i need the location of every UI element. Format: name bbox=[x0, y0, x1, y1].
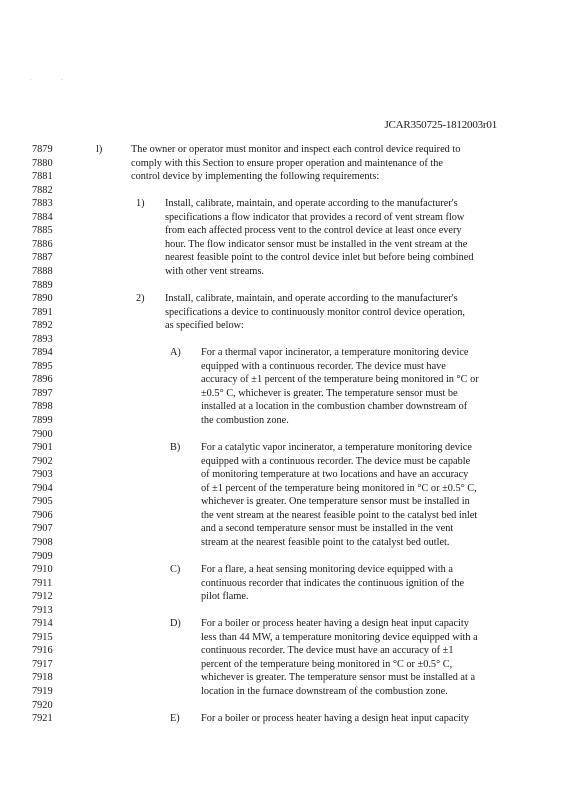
line-number: 7921 bbox=[32, 713, 53, 725]
document-line bbox=[0, 211, 566, 225]
line-text: the combustion zone. bbox=[201, 415, 289, 426]
document-line bbox=[0, 319, 566, 333]
line-text: percent of the temperature being monitored in °C or ±0.5° C, bbox=[201, 658, 453, 670]
line-text: stream at the nearest feasible point to the catalyst bed outlet. bbox=[201, 536, 450, 548]
line-text: specifications a flow indicator that provides a record of vent stream flow bbox=[165, 211, 465, 223]
document-line bbox=[0, 265, 566, 279]
item-label: B) bbox=[170, 442, 181, 454]
line-text: The owner or operator must monitor and inspect each control device required to bbox=[131, 144, 461, 155]
document-line bbox=[0, 157, 566, 171]
line-number: 7884 bbox=[32, 211, 53, 223]
document-line bbox=[0, 197, 566, 211]
line-text: pilot flame. bbox=[201, 591, 249, 603]
line-number: 7902 bbox=[32, 455, 53, 467]
line-number: 7905 bbox=[32, 496, 53, 508]
line-number: 7909 bbox=[32, 550, 53, 562]
line-number: 7889 bbox=[32, 279, 53, 291]
line-number: 7914 bbox=[32, 618, 53, 630]
document-line bbox=[0, 387, 566, 401]
line-number: 7890 bbox=[32, 293, 53, 305]
line-number: 7912 bbox=[32, 591, 53, 603]
item-label: 1) bbox=[136, 198, 145, 210]
document-line bbox=[0, 577, 566, 591]
line-number: 7894 bbox=[32, 347, 53, 359]
line-text: accuracy of ±1 percent of the temperature being monitored in °C or bbox=[201, 374, 479, 386]
line-text: with other vent streams. bbox=[165, 265, 264, 277]
line-text: from each affected process vent to the control device at least once every bbox=[165, 225, 462, 237]
document-line bbox=[0, 441, 566, 455]
line-text: of ±1 percent of the temperature being monitored in °C or ±0.5° C, bbox=[201, 482, 477, 494]
line-text: For a boiler or process heater having a design heat input capacity bbox=[201, 713, 469, 725]
line-number: 7911 bbox=[32, 577, 53, 589]
line-text: hour. The flow indicator sensor must be installed in the vent stream at the bbox=[165, 238, 468, 250]
line-number: 7895 bbox=[32, 360, 53, 372]
document-line bbox=[0, 658, 566, 672]
line-text: comply with this Section to ensure proper operation and maintenance of the bbox=[131, 157, 443, 169]
line-text: continuous recorder that indicates the continuous ignition of the bbox=[201, 577, 465, 589]
document-line bbox=[0, 509, 566, 523]
line-text: as specified below: bbox=[165, 320, 244, 332]
document-line bbox=[0, 292, 566, 306]
line-text: continuous recorder. The device must have an accuracy of ±1 bbox=[201, 645, 454, 657]
document-line bbox=[0, 644, 566, 658]
line-number: 7899 bbox=[32, 415, 53, 426]
line-number: 7903 bbox=[32, 469, 53, 481]
document-line bbox=[0, 699, 566, 713]
line-number: 7891 bbox=[32, 306, 53, 318]
document-line bbox=[0, 170, 566, 184]
line-number: 7906 bbox=[32, 509, 53, 521]
document-line bbox=[0, 346, 566, 360]
document-line bbox=[0, 617, 566, 631]
document-line bbox=[0, 550, 566, 564]
line-number: 7880 bbox=[32, 157, 53, 169]
document-line bbox=[0, 671, 566, 685]
document-id-header: JCAR350725-1812003r01 bbox=[384, 119, 497, 131]
line-number: 7913 bbox=[32, 604, 53, 616]
document-line bbox=[0, 685, 566, 699]
line-number: 7907 bbox=[32, 523, 53, 535]
line-number: 7893 bbox=[32, 333, 53, 345]
line-text: For a flare, a heat sensing monitoring device equipped with a bbox=[201, 564, 453, 576]
line-number: 7904 bbox=[32, 482, 53, 494]
line-text: nearest feasible point to the control device inlet but before being combined bbox=[165, 252, 474, 264]
line-text: For a thermal vapor incinerator, a temperature monitoring device bbox=[201, 347, 469, 359]
line-text: location in the furnace downstream of the combustion zone. bbox=[201, 686, 448, 697]
line-number: 7910 bbox=[32, 564, 53, 576]
document-line bbox=[0, 495, 566, 509]
line-number: 7920 bbox=[32, 699, 53, 711]
line-number: 7882 bbox=[32, 184, 53, 196]
document-line bbox=[0, 563, 566, 577]
line-number: 7887 bbox=[32, 252, 53, 264]
line-number: 7916 bbox=[32, 645, 53, 657]
document-line bbox=[0, 468, 566, 482]
line-number: 7881 bbox=[32, 171, 53, 183]
document-line bbox=[0, 631, 566, 645]
document-line bbox=[0, 360, 566, 374]
line-text: specifications a device to continuously monitor control device operation, bbox=[165, 306, 465, 318]
document-line bbox=[0, 143, 566, 157]
line-number: 7915 bbox=[32, 631, 53, 643]
line-text: Install, calibrate, maintain, and operate according to the manufacturer's bbox=[165, 198, 458, 210]
line-text: and a second temperature sensor must be installed in the vent bbox=[201, 523, 454, 535]
line-number: 7883 bbox=[32, 198, 53, 210]
line-number: 7888 bbox=[32, 265, 53, 277]
document-line bbox=[0, 333, 566, 347]
document-line bbox=[0, 522, 566, 536]
item-label: D) bbox=[170, 618, 181, 630]
item-label: 2) bbox=[136, 293, 145, 305]
line-text: For a boiler or process heater having a design heat input capacity bbox=[201, 618, 469, 630]
document-line bbox=[0, 604, 566, 618]
line-text: whichever is greater. One temperature sensor must be installed in bbox=[201, 496, 470, 508]
document-line bbox=[0, 373, 566, 387]
line-number: 7898 bbox=[32, 401, 53, 413]
line-number: 7892 bbox=[32, 320, 53, 332]
scan-specks: . . bbox=[30, 76, 77, 82]
item-label: l) bbox=[96, 144, 103, 155]
line-number: 7879 bbox=[32, 144, 53, 155]
line-number: 7900 bbox=[32, 428, 53, 440]
line-text: ±0.5° C, whichever is greater. The temperature sensor must be bbox=[201, 387, 458, 399]
line-number: 7917 bbox=[32, 658, 53, 670]
document-line bbox=[0, 590, 566, 604]
document-line bbox=[0, 279, 566, 293]
document-line bbox=[0, 251, 566, 265]
item-label: A) bbox=[170, 347, 181, 359]
document-line bbox=[0, 455, 566, 469]
line-text: whichever is greater. The temperature sensor must be installed at a bbox=[201, 672, 476, 684]
document-line bbox=[0, 184, 566, 198]
document-line bbox=[0, 428, 566, 442]
line-text: control device by implementing the following requirements: bbox=[131, 171, 380, 183]
line-number: 7886 bbox=[32, 238, 53, 250]
line-text: For a catalytic vapor incinerator, a temperature monitoring device bbox=[201, 442, 472, 454]
line-text: of monitoring temperature at two locations and have an accuracy bbox=[201, 469, 469, 481]
line-number: 7908 bbox=[32, 536, 53, 548]
document-line bbox=[0, 224, 566, 238]
line-number: 7885 bbox=[32, 225, 53, 237]
line-text: the vent stream at the nearest feasible point to the catalyst bed inlet bbox=[201, 509, 478, 521]
line-number: 7919 bbox=[32, 686, 53, 697]
document-line bbox=[0, 414, 566, 428]
document-line bbox=[0, 238, 566, 252]
line-number: 7897 bbox=[32, 387, 53, 399]
document-line bbox=[0, 482, 566, 496]
line-text: installed at a location in the combustion chamber downstream of bbox=[201, 401, 468, 413]
document-line bbox=[0, 400, 566, 414]
document-line bbox=[0, 536, 566, 550]
line-text: less than 44 MW, a temperature monitoring device equipped with a bbox=[201, 631, 478, 643]
document-line bbox=[0, 712, 566, 726]
document-line bbox=[0, 306, 566, 320]
item-label: C) bbox=[170, 564, 181, 576]
line-text: equipped with a continuous recorder. The device must have bbox=[201, 360, 446, 372]
line-text: Install, calibrate, maintain, and operate according to the manufacturer's bbox=[165, 293, 458, 305]
item-label: E) bbox=[170, 713, 180, 725]
line-number: 7896 bbox=[32, 374, 53, 386]
line-number: 7901 bbox=[32, 442, 53, 454]
line-text: equipped with a continuous recorder. The device must be capable bbox=[201, 455, 471, 467]
line-number: 7918 bbox=[32, 672, 53, 684]
